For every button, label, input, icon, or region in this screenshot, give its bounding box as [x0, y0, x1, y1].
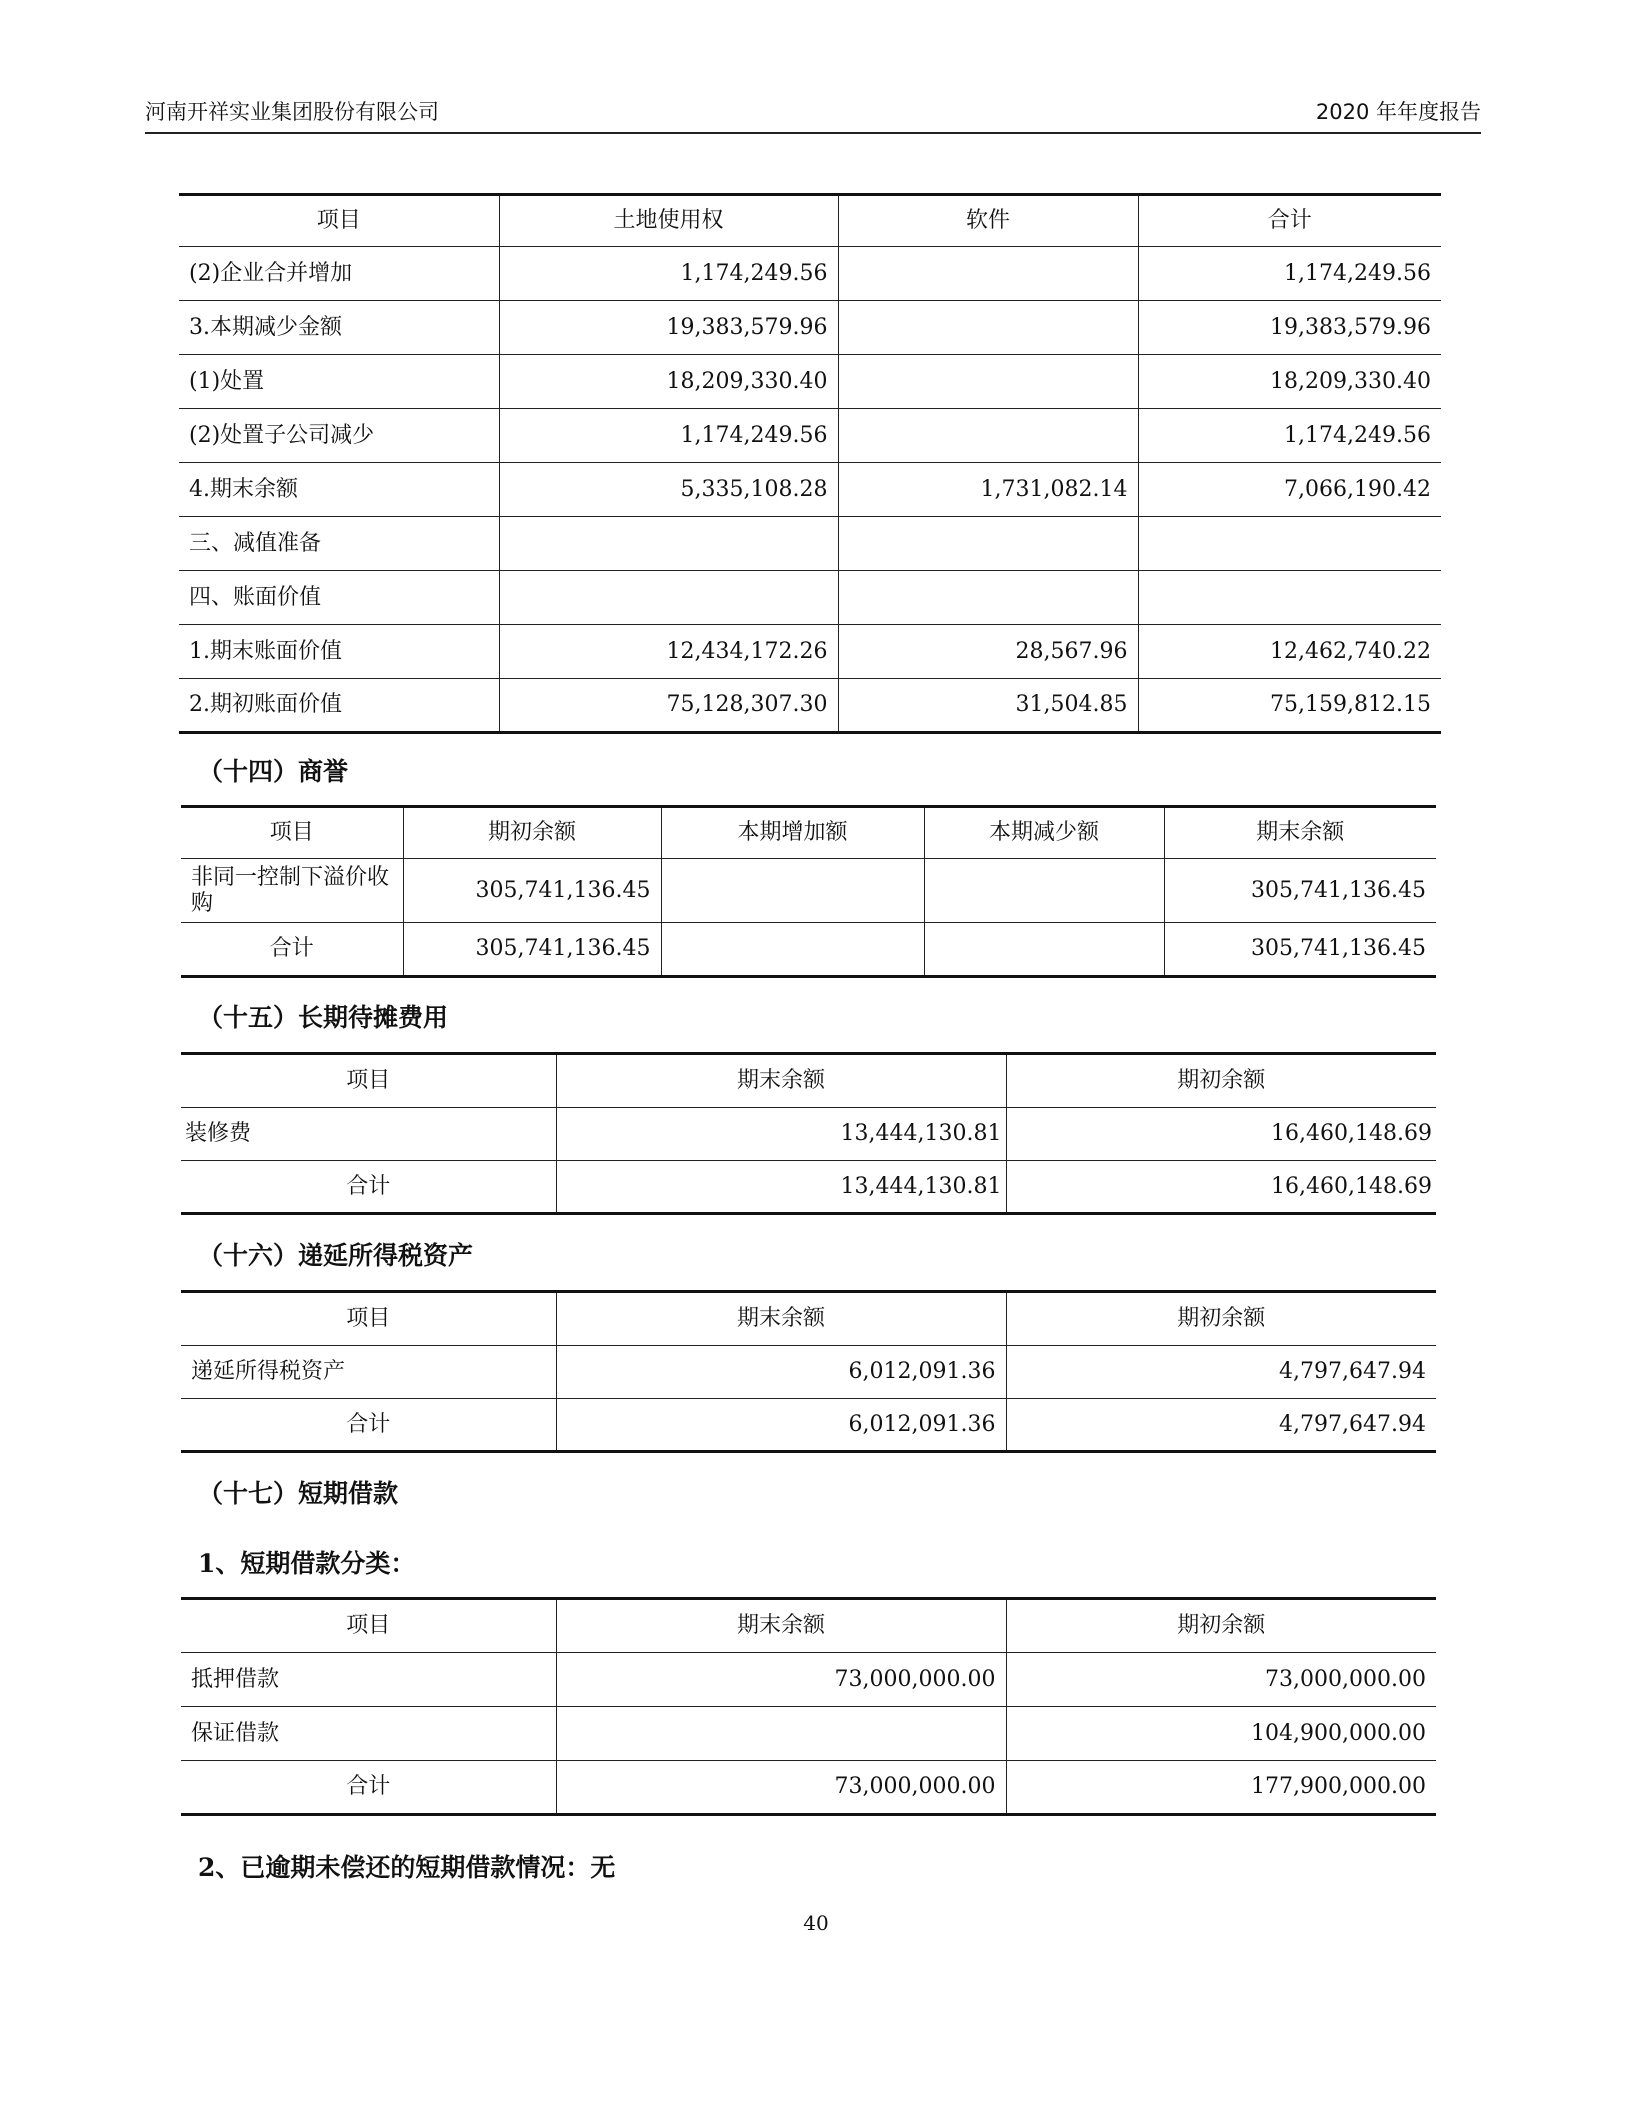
cell-value: 73,000,000.00	[556, 1761, 1006, 1815]
column-header: 项目	[181, 1599, 556, 1653]
cell-value: 13,444,130.81	[556, 1161, 1006, 1214]
table-row	[181, 1707, 1436, 1761]
short-loans-table	[181, 1597, 1436, 1816]
cell-value: 18,209,330.40	[499, 355, 838, 409]
column-header: 期末余额	[556, 1054, 1006, 1108]
cell-value: 305,741,136.45	[1164, 859, 1436, 923]
column-header: 项目	[181, 1054, 556, 1108]
column-header: 本期增加额	[661, 807, 924, 859]
table-row	[179, 625, 1441, 679]
cell-value: 4,797,647.94	[1006, 1399, 1436, 1452]
table-row	[179, 355, 1441, 409]
cell-value: 16,460,148.69	[1006, 1108, 1436, 1161]
cell-value: 18,209,330.40	[1138, 355, 1441, 409]
row-label: 抵押借款	[181, 1653, 556, 1707]
row-label: 四、账面价值	[179, 571, 499, 625]
row-label: 2.期初账面价值	[179, 679, 499, 733]
cell-value: 6,012,091.36	[556, 1346, 1006, 1399]
column-header: 土地使用权	[499, 195, 838, 247]
column-header: 项目	[181, 1292, 556, 1346]
cell-value: 16,460,148.69	[1006, 1161, 1436, 1214]
row-label: 合计	[181, 1761, 556, 1815]
cell-value	[499, 571, 838, 625]
cell-value: 73,000,000.00	[1006, 1653, 1436, 1707]
cell-value: 1,174,249.56	[499, 247, 838, 301]
row-label: 3.本期减少金额	[179, 301, 499, 355]
column-header: 合计	[1138, 195, 1441, 247]
cell-value	[838, 247, 1138, 301]
overdue-loans-note: 2、已逾期未偿还的短期借款情况：无	[198, 1853, 616, 1882]
table-header-row	[181, 1054, 1436, 1108]
row-label: 非同一控制下溢价收购	[181, 859, 403, 923]
cell-value: 4,797,647.94	[1006, 1346, 1436, 1399]
table-row	[181, 1653, 1436, 1707]
row-label: 装修费	[181, 1108, 556, 1161]
cell-value: 13,444,130.81	[556, 1108, 1006, 1161]
table-row	[179, 517, 1441, 571]
page-number: 40	[803, 1911, 829, 1935]
cell-value: 12,462,740.22	[1138, 625, 1441, 679]
row-label: 1.期末账面价值	[179, 625, 499, 679]
column-header: 期初余额	[403, 807, 661, 859]
row-label: (2)企业合并增加	[179, 247, 499, 301]
cell-value	[1138, 571, 1441, 625]
cell-value: 73,000,000.00	[556, 1653, 1006, 1707]
table-row	[181, 1108, 1436, 1161]
company-name: 河南开祥实业集团股份有限公司	[145, 100, 439, 124]
section-heading-prepaid: （十五）长期待摊费用	[198, 1003, 449, 1032]
row-label: 合计	[181, 923, 403, 977]
section-heading-short-loans: （十七）短期借款	[198, 1479, 399, 1508]
cell-value	[838, 355, 1138, 409]
column-header: 期末余额	[556, 1599, 1006, 1653]
cell-value	[838, 517, 1138, 571]
cell-value	[661, 859, 924, 923]
column-header: 本期减少额	[924, 807, 1164, 859]
column-header: 期初余额	[1006, 1054, 1436, 1108]
column-header: 项目	[179, 195, 499, 247]
table-header-row	[181, 1292, 1436, 1346]
row-label: 三、减值准备	[179, 517, 499, 571]
table-row	[181, 1761, 1436, 1815]
intangible-assets-table	[179, 193, 1441, 734]
cell-value: 1,174,249.56	[499, 409, 838, 463]
table-row	[179, 679, 1441, 733]
cell-value: 7,066,190.42	[1138, 463, 1441, 517]
cell-value	[499, 517, 838, 571]
column-header: 软件	[838, 195, 1138, 247]
cell-value	[924, 923, 1164, 977]
cell-value: 75,159,812.15	[1138, 679, 1441, 733]
cell-value: 305,741,136.45	[1164, 923, 1436, 977]
prepaid-expenses-table	[181, 1052, 1436, 1215]
cell-value	[838, 409, 1138, 463]
cell-value: 1,731,082.14	[838, 463, 1138, 517]
column-header: 期末余额	[556, 1292, 1006, 1346]
section-heading-deferred-tax: （十六）递延所得税资产	[198, 1241, 474, 1270]
cell-value: 31,504.85	[838, 679, 1138, 733]
table-header-row	[181, 1599, 1436, 1653]
report-title: 2020 年年度报告	[1315, 100, 1481, 124]
table-row	[181, 859, 1436, 923]
goodwill-table	[181, 805, 1436, 978]
row-label: 合计	[181, 1399, 556, 1452]
row-label: (2)处置子公司减少	[179, 409, 499, 463]
column-header: 期末余额	[1164, 807, 1436, 859]
table-row	[179, 409, 1441, 463]
cell-value: 1,174,249.56	[1138, 409, 1441, 463]
table-row	[181, 1161, 1436, 1214]
table-header-row	[181, 807, 1436, 859]
page-header	[145, 96, 1481, 134]
table-row	[179, 571, 1441, 625]
cell-value: 6,012,091.36	[556, 1399, 1006, 1452]
cell-value	[661, 923, 924, 977]
table-header-row	[179, 195, 1441, 247]
cell-value: 75,128,307.30	[499, 679, 838, 733]
cell-value	[1138, 517, 1441, 571]
row-label: 递延所得税资产	[181, 1346, 556, 1399]
row-label: 合计	[181, 1161, 556, 1214]
column-header: 项目	[181, 807, 403, 859]
cell-value	[556, 1707, 1006, 1761]
row-label: (1)处置	[179, 355, 499, 409]
cell-value: 104,900,000.00	[1006, 1707, 1436, 1761]
cell-value: 305,741,136.45	[403, 923, 661, 977]
cell-value: 28,567.96	[838, 625, 1138, 679]
column-header: 期初余额	[1006, 1599, 1436, 1653]
cell-value	[838, 301, 1138, 355]
table-row	[181, 1346, 1436, 1399]
column-header: 期初余额	[1006, 1292, 1436, 1346]
cell-value: 5,335,108.28	[499, 463, 838, 517]
table-row	[179, 463, 1441, 517]
table-row	[179, 247, 1441, 301]
section-heading-goodwill: （十四）商誉	[198, 757, 349, 786]
cell-value: 12,434,172.26	[499, 625, 838, 679]
cell-value: 305,741,136.45	[403, 859, 661, 923]
subheading-loan-classification: 1、短期借款分类：	[198, 1549, 416, 1578]
cell-value	[838, 571, 1138, 625]
deferred-tax-table	[181, 1290, 1436, 1453]
cell-value	[924, 859, 1164, 923]
cell-value: 177,900,000.00	[1006, 1761, 1436, 1815]
row-label: 4.期末余额	[179, 463, 499, 517]
table-row	[181, 1399, 1436, 1452]
cell-value: 19,383,579.96	[499, 301, 838, 355]
cell-value: 1,174,249.56	[1138, 247, 1441, 301]
table-row	[179, 301, 1441, 355]
row-label: 保证借款	[181, 1707, 556, 1761]
table-row	[181, 923, 1436, 977]
cell-value: 19,383,579.96	[1138, 301, 1441, 355]
